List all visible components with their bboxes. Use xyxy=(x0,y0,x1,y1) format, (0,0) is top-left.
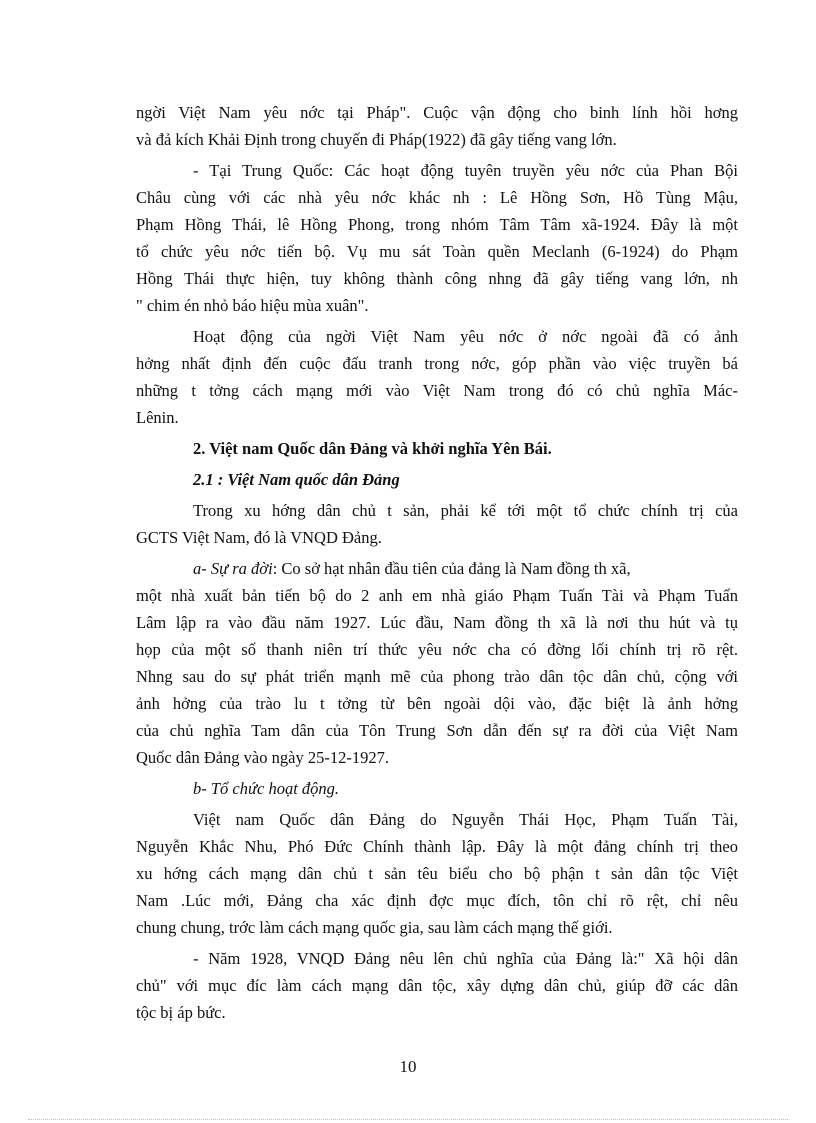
text-line: ngời Việt Nam yêu nớc tại Pháp". Cuộc vận động cho binh lính hồi hơng xyxy=(136,103,738,122)
text-line xyxy=(193,558,738,580)
text-line: " chim én nhỏ báo hiệu mùa xuân". xyxy=(136,296,369,315)
text-line: hởng nhất định đến cuộc đấu tranh trong nớc, góp phần vào việc truyền bá xyxy=(136,354,738,373)
text-line: Nam .Lúc mới, Đảng cha xác định đợc mục đích, tôn chỉ rõ rệt, chỉ nêu xyxy=(136,891,738,910)
text-line: một nhà xuất bản tiến bộ do 2 anh em nhà giáo Phạm Tuấn Tài và Phạm Tuấn xyxy=(136,586,738,605)
text-line: những t tởng cách mạng mới vào Việt Nam trong đó có chủ nghĩa Mác- xyxy=(136,381,738,400)
text-line: tộc bị áp bức. xyxy=(136,1003,226,1022)
page-bottom-divider xyxy=(28,1119,788,1120)
text-line: Phạm Hồng Thái, lê Hồng Phong, trong nhóm Tâm Tâm xã-1924. Đây là một xyxy=(136,215,738,234)
text-line: của chủ nghĩa Tam dân của Tôn Trung Sơn dẫn đến sự ra đời của Việt Nam xyxy=(136,721,738,740)
text-line: Hồng Thái thực hiện, tuy không thành công nhng đã gây tiếng vang lớn, nh xyxy=(136,269,738,288)
text-line: - Tại Trung Quốc: Các hoạt động tuyên truyền yêu nớc của Phan Bội xyxy=(193,161,738,180)
text-line: xu hớng cách mạng dân chủ t sản têu biểu cho bộ phận t sản dân tộc Việt xyxy=(136,864,738,883)
text-line: Trong xu hớng dân chủ t sản, phải kể tới một tổ chức chính trị của xyxy=(193,501,738,520)
text-line: Nguyễn Khắc Nhu, Phó Đức Chính thành lập. Đây là một đảng chính trị theo xyxy=(136,837,738,856)
text-line: ảnh hởng của trào lu t tởng từ bên ngoài dội vào, đặc biệt là ảnh hởng xyxy=(136,694,738,713)
text-line: Lênin. xyxy=(136,408,179,427)
text-line: - Năm 1928, VNQD Đảng nêu lên chủ nghĩa của Đảng là:" Xã hội dân xyxy=(193,949,738,968)
text-line: chủ" với mục đíc làm cách mạng dân tộc, xây dựng dân chủ, giúp đỡ các dân xyxy=(136,976,738,995)
text-line: chung chung, trớc làm cách mạng quốc gia, sau làm cách mạng thế giới. xyxy=(136,918,613,937)
text-line: tổ chức yêu nớc tiến bộ. Vụ mu sát Toàn quền Meclanh (6-1924) do Phạm xyxy=(136,242,738,261)
text-line: Lâm lập ra vào đầu năm 1927. Lúc đầu, Nam đồng th xã là nơi thu hút và tụ xyxy=(136,613,738,632)
paragraph-label: a- Sự ra đời xyxy=(193,559,273,578)
text-line: Việt nam Quốc dân Đảng do Nguyễn Thái Học, Phạm Tuấn Tài, xyxy=(193,810,738,829)
text-line: Quốc dân Đảng vào ngày 25-12-1927. xyxy=(136,748,389,767)
section-heading: 2. Việt nam Quốc dân Đảng và khởi nghĩa Yên Bái. xyxy=(193,439,552,458)
text-line: họp của một số thanh niên trí thức yêu nớc cha có đờng lối chính trị rõ rệt. xyxy=(136,640,738,659)
text-line: Nhng sau do sự phát triển mạnh mẽ của phong trào dân tộc dân chủ, cộng với xyxy=(136,667,738,686)
paragraph-label: b- Tổ chức hoạt động. xyxy=(193,779,340,798)
page-number: 10 xyxy=(399,1057,417,1076)
text-line: GCTS Việt Nam, đó là VNQD Đảng. xyxy=(136,528,382,547)
text-line: Hoạt động của ngời Việt Nam yêu nớc ở nớc ngoài đã có ảnh xyxy=(193,327,738,346)
text-line: và đả kích Khải Định trong chuyến đi Pháp(1922) đã gây tiếng vang lớn. xyxy=(136,130,617,149)
subsection-heading: 2.1 : Việt Nam quốc dân Đảng xyxy=(193,470,400,489)
text-line: Châu cùng với các nhà yêu nớc khác nh : Lê Hồng Sơn, Hồ Tùng Mậu, xyxy=(136,188,738,207)
text-span: : Co sở hạt nhân đầu tiên của đảng là Nam đồng th xã, xyxy=(272,559,631,578)
